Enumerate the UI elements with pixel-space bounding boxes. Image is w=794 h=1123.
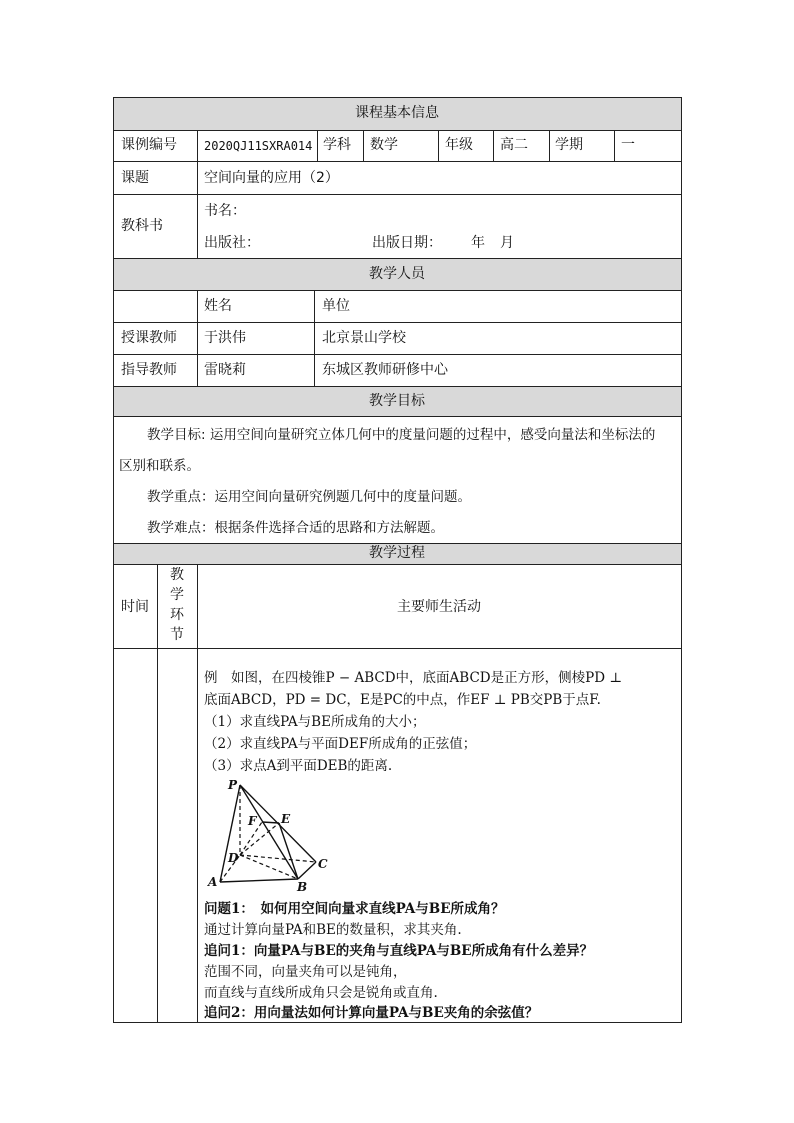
- textbook-label: 教科书: [121, 218, 163, 234]
- edge-DC: [240, 855, 316, 862]
- term-value: 一: [621, 137, 635, 153]
- process-stage-char-1: 学: [170, 587, 184, 603]
- goal-key-point: 教学重点：运用空间向量研究例题几何中的度量问题。: [147, 489, 471, 505]
- example-line-4: （3）求点A到平面DEB的距离.: [204, 758, 393, 774]
- subject-label: 学科: [323, 137, 351, 153]
- publish-year-label: 年: [471, 235, 485, 251]
- label-C: C: [318, 857, 328, 871]
- section-title-basic-info: 课程基本信息: [355, 105, 439, 121]
- edge-PA: [220, 785, 240, 882]
- section-title-staff: 教学人员: [369, 266, 425, 282]
- topic-value: 空间向量的应用（2）: [204, 170, 339, 186]
- label-D: D: [228, 851, 239, 865]
- follow-up-2: 追问2：用向量法如何计算向量PA与BE夹角的余弦值？: [204, 1005, 539, 1021]
- pyramid-figure: [200, 776, 340, 896]
- publish-date-label: 出版日期：: [372, 235, 442, 251]
- answer-2-line1: 范围不同，向量夹角可以是钝角，: [204, 964, 407, 980]
- staff-name-0: 于洪伟: [204, 330, 246, 346]
- edge-EF: [262, 822, 279, 823]
- edge-AB: [220, 879, 298, 882]
- edge-BE: [279, 823, 298, 879]
- staff-role-1: 指导教师: [121, 362, 177, 378]
- process-time-header: 时间: [121, 599, 149, 615]
- answer-1: 通过计算向量PA和BE的数量积，求其夹角.: [204, 922, 462, 938]
- staff-name-1: 雷晓莉: [204, 362, 246, 378]
- course-code-label: 课例编号: [121, 137, 177, 153]
- label-B: B: [297, 880, 308, 894]
- example-line-1: 底面ABCD，PD = DC，E是PC的中点，作EF ⊥ PB交PB于点F.: [204, 692, 601, 708]
- goal-objective-line2: 区别和联系。: [119, 458, 200, 474]
- goal-difficulty: 教学难点：根据条件选择合适的思路和方法解题。: [147, 520, 444, 536]
- example-line-3: （2）求直线PA与平面DEF所成角的正弦值；: [204, 736, 477, 752]
- label-E: E: [281, 812, 291, 826]
- goal-objective-line1: 教学目标: 运用空间向量研究立体几何中的度量问题的过程中，感受向量法和坐标法的: [147, 427, 656, 443]
- staff-unit-header: 单位: [322, 298, 350, 314]
- example-line-0: 例 如图，在四棱锥P − ABCD中，底面ABCD是正方形，侧棱PD ⊥: [204, 670, 623, 686]
- publisher-label: 出版社：: [204, 235, 260, 251]
- section-title-process: 教学过程: [369, 545, 425, 561]
- staff-unit-0: 北京景山学校: [322, 330, 406, 346]
- edge-BC: [298, 862, 316, 879]
- example-line-2: （1）求直线PA与BE所成角的大小；: [204, 714, 426, 730]
- course-code-value: 2020QJ11SXRA014: [204, 139, 313, 153]
- topic-label: 课题: [121, 170, 149, 186]
- edge-PB: [240, 785, 298, 879]
- staff-unit-1: 东城区教师研修中心: [322, 362, 448, 378]
- label-A: A: [208, 875, 218, 889]
- process-activity-header: 主要师生活动: [397, 599, 481, 615]
- section-title-goals: 教学目标: [369, 393, 425, 409]
- edge-DB: [240, 855, 298, 879]
- label-P: P: [228, 778, 238, 792]
- label-F: F: [248, 814, 257, 828]
- question-1: 问题1： 如何用空间向量求直线PA与BE所成角？: [204, 901, 505, 917]
- grade-label: 年级: [445, 137, 473, 153]
- grade-value: 高二: [500, 137, 528, 153]
- publish-month-label: 月: [500, 235, 514, 251]
- term-label: 学期: [555, 137, 583, 153]
- process-stage-char-0: 教: [170, 567, 184, 583]
- process-stage-char-3: 节: [170, 627, 184, 643]
- book-name-label: 书名：: [204, 203, 246, 219]
- process-stage-char-2: 环: [170, 607, 184, 623]
- follow-up-1: 追问1：向量PA与BE的夹角与直线PA与BE所成角有什么差异？: [204, 943, 594, 959]
- answer-2-line2: 而直线与直线所成角只会是锐角或直角.: [204, 985, 438, 1001]
- staff-role-0: 授课教师: [121, 330, 177, 346]
- subject-value: 数学: [370, 137, 398, 153]
- staff-name-header: 姓名: [204, 298, 232, 314]
